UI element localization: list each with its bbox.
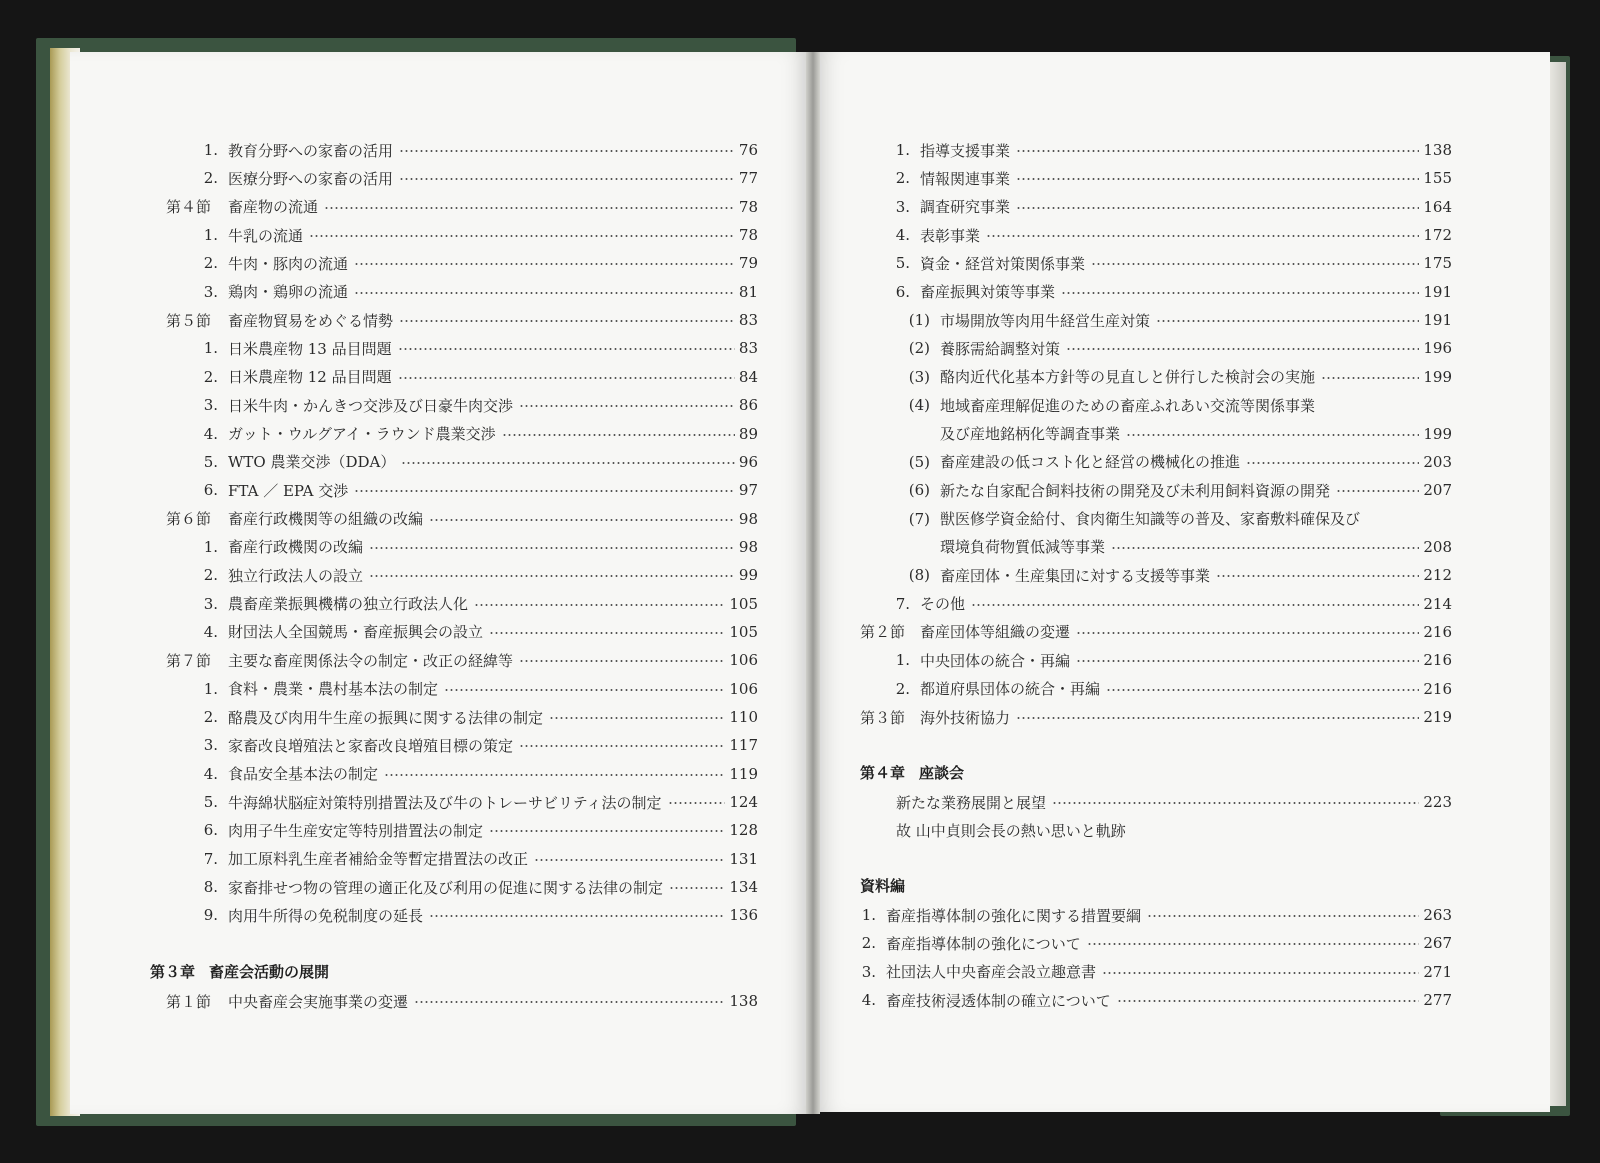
toc-entry-title: 牛海綿状脳症対策特別措置法及び牛のトレーサビリティ法の制定 (228, 793, 662, 812)
toc-entry-title: 教育分野への家畜の活用 (228, 141, 394, 160)
dot-leader (489, 632, 725, 634)
dot-leader (502, 434, 735, 436)
toc-entry-number: 3. (895, 197, 910, 216)
toc-page-number: 119 (729, 764, 758, 783)
toc-entry (900, 451, 1452, 473)
toc-entry (900, 337, 1452, 359)
dot-leader (399, 320, 735, 322)
toc-entry-title: 牛肉・豚肉の流通 (228, 254, 349, 273)
toc-entry-number: 4. (203, 764, 218, 783)
toc-page-number: 110 (729, 708, 758, 726)
dot-leader (1321, 377, 1419, 379)
appendix-title: 資料編 (860, 877, 906, 895)
toc-entry (880, 139, 1452, 161)
toc-entry (900, 479, 1452, 501)
toc-page-number: 106 (729, 679, 758, 698)
toc-entry-number: 7. (895, 594, 910, 613)
chapter-4-label: 第４章 (860, 764, 906, 782)
toc-entry-title: 財団法人全国競馬・畜産振興会の設立 (228, 623, 484, 642)
dot-leader (1066, 348, 1419, 350)
dot-leader (1016, 207, 1419, 209)
toc-entry (880, 281, 1452, 303)
toc-entry-title: 調査研究事業 (920, 198, 1011, 217)
dot-leader (1016, 717, 1419, 719)
toc-entry (190, 451, 758, 473)
toc-entry-title: 都道府県団体の統合・再編 (920, 680, 1101, 699)
toc-entry-number: 4. (203, 622, 218, 641)
toc-entry-number: 2. (203, 254, 218, 273)
toc-entry (190, 621, 758, 643)
dot-leader (1126, 434, 1419, 436)
toc-page-number: 191 (1423, 282, 1452, 301)
toc-page-number: 263 (1423, 906, 1452, 924)
toc-page-number: 212 (1423, 566, 1452, 585)
toc-section-entry (166, 309, 758, 331)
toc-entry-title: 畜産技術浸透体制の確立について (886, 991, 1111, 1010)
toc-page-number: 105 (729, 622, 758, 641)
toc-entry (880, 423, 1452, 445)
toc-page-number: 219 (1423, 708, 1452, 726)
dot-leader (489, 830, 725, 832)
toc-entry-title: 畜産建設の低コスト化と経営の機械化の推進 (940, 453, 1241, 472)
toc-entry-number: 第１節 (166, 992, 212, 1011)
toc-entry-number: 1. (895, 141, 910, 159)
toc-entry-number: 8. (203, 878, 218, 897)
toc-entry-number: 6. (203, 821, 218, 840)
dot-leader (1076, 660, 1419, 662)
dot-leader (414, 1001, 725, 1003)
toc-entry-title: 酪農及び肉用牛生産の振興に関する法律の制定 (228, 708, 544, 727)
toc-entry-number: 3. (203, 594, 218, 613)
dot-leader (398, 348, 735, 350)
toc-entry-number: 第２節 (860, 623, 906, 642)
toc-entry (900, 394, 1452, 416)
toc-section-entry (860, 621, 1452, 643)
toc-entry-title: 食料・農業・農村基本法の制定 (228, 680, 439, 699)
toc-entry-number: 1. (203, 339, 218, 358)
toc-entry (190, 394, 758, 416)
dot-leader (668, 802, 726, 804)
toc-entry-number: 6. (895, 282, 910, 301)
toc-entry (880, 649, 1452, 671)
dot-leader (399, 150, 735, 152)
toc-entry-title: 畜産物貿易をめぐる情勢 (228, 311, 394, 330)
toc-entry-title: 養豚需給調整対策 (940, 339, 1061, 358)
toc-entry-number: (3) (908, 367, 930, 386)
toc-entry-title: 情報関連事業 (920, 169, 1011, 188)
dot-leader (474, 604, 725, 606)
toc-entry-number: 3. (203, 282, 218, 301)
toc-entry (880, 819, 1452, 841)
toc-entry (880, 593, 1452, 615)
dot-leader (1336, 490, 1419, 492)
toc-entry (846, 989, 1452, 1011)
toc-entry-title: 表彰事業 (920, 226, 981, 245)
toc-page-number: 86 (738, 396, 758, 415)
appendix-heading (860, 875, 905, 897)
toc-entry (900, 564, 1452, 586)
toc-entry-number: 第６節 (166, 510, 212, 529)
toc-entry-title: 市場開放等肉用牛経営生産対策 (940, 311, 1151, 330)
toc-entry-number: 1. (895, 651, 910, 670)
dot-leader (519, 745, 725, 747)
toc-entry-number: 2. (203, 566, 218, 585)
toc-page-number: 84 (738, 367, 758, 386)
toc-section-entry (166, 196, 758, 218)
toc-entry (190, 536, 758, 558)
toc-entry-number: 第５節 (166, 311, 212, 330)
toc-entry-number: 第４節 (166, 198, 212, 217)
toc-entry-title: 加工原料乳生産者補給金等暫定措置法の改正 (228, 850, 529, 869)
toc-entry-number: 3. (203, 396, 218, 415)
toc-entry-title: 畜産行政機関の改編 (228, 538, 364, 557)
toc-page-number: 98 (738, 537, 758, 556)
dot-leader (1106, 689, 1419, 691)
toc-entry-number: 1. (861, 906, 876, 924)
toc-entry-title: 故 山中貞則会長の熱い思いと軌跡 (896, 821, 1126, 840)
toc-entry-title: 食品安全基本法の制定 (228, 765, 379, 784)
toc-entry-number: 4. (895, 226, 910, 245)
dot-leader (429, 915, 725, 917)
dot-leader (369, 575, 735, 577)
dot-leader (384, 774, 725, 776)
toc-entry (190, 904, 758, 926)
dot-leader (971, 604, 1419, 606)
chapter-3-heading (150, 961, 329, 983)
toc-page-number: 208 (1423, 537, 1452, 556)
dot-leader (1147, 915, 1419, 917)
toc-page-number: 138 (1423, 141, 1452, 159)
toc-entry-number: 2. (203, 169, 218, 188)
dot-leader (1076, 632, 1419, 634)
dot-leader (1091, 263, 1419, 265)
dot-leader (1246, 462, 1419, 464)
toc-entry-number: 5. (203, 452, 218, 471)
toc-page-number: 203 (1423, 452, 1452, 471)
toc-page-number: 164 (1423, 197, 1452, 216)
toc-entry-number: 7. (203, 849, 218, 868)
toc-entry-title: 畜産物の流通 (228, 198, 319, 217)
toc-page-number: 207 (1423, 481, 1452, 500)
toc-page-number: 76 (738, 141, 758, 159)
toc-entry-title: 中央畜産会実施事業の変遷 (228, 992, 409, 1011)
toc-entry-title: 鶏肉・鶏卵の流通 (228, 283, 349, 302)
toc-page-number: 172 (1423, 226, 1452, 245)
toc-entry-number: 6. (203, 481, 218, 500)
toc-entry-title: ガット・ウルグアイ・ラウンド農業交渉 (228, 425, 496, 443)
toc-page-number: 77 (738, 169, 758, 188)
dot-leader (549, 717, 725, 719)
toc-entry-title: 主要な畜産関係法令の制定・改正の経緯等 (228, 651, 514, 670)
toc-entry (190, 791, 758, 813)
toc-entry-number: (5) (908, 452, 930, 471)
dot-leader (1061, 292, 1419, 294)
toc-entry-title: 海外技術協力 (920, 708, 1011, 727)
toc-entry (846, 904, 1452, 926)
chapter-4-heading (860, 762, 964, 784)
toc-entry-title: 日米牛肉・かんきつ交渉及び日豪牛肉交渉 (228, 396, 514, 415)
toc-page-number: 175 (1423, 254, 1452, 273)
toc-section-entry (860, 706, 1452, 728)
toc-page-number: 191 (1423, 311, 1452, 330)
toc-page-number: 128 (729, 821, 758, 840)
toc-entry-title: その他 (920, 595, 966, 614)
toc-entry-title: 獣医修学資金給付、食肉衛生知識等の普及、家畜敷料確保及び (940, 510, 1361, 529)
toc-entry (190, 763, 758, 785)
dot-leader (398, 377, 735, 379)
dot-leader (534, 859, 725, 861)
toc-page-number: 106 (729, 651, 758, 670)
toc-entry-number: 1. (203, 679, 218, 698)
dot-leader (369, 547, 735, 549)
toc-entry-title: 日米農産物 12 品目問題 (228, 368, 392, 387)
toc-entry (880, 167, 1452, 189)
toc-page-number: 267 (1423, 934, 1452, 953)
toc-page-number: 98 (738, 509, 758, 528)
toc-entry-number: (4) (908, 396, 930, 415)
toc-entry (190, 224, 758, 246)
toc-entry-number: 第３節 (860, 708, 906, 727)
toc-entry (846, 961, 1452, 983)
toc-entry-title: 畜産行政機関等の組織の改編 (228, 510, 424, 529)
dot-leader (429, 519, 735, 521)
toc-entry-title: FTA ／ EPA 交渉 (228, 481, 349, 500)
toc-entry-title: 独立行政法人の設立 (228, 566, 364, 585)
toc-entry-number: 2. (203, 708, 218, 726)
toc-page-number: 138 (729, 992, 758, 1010)
toc-entry (190, 819, 758, 841)
toc-entry-number: 5. (895, 254, 910, 273)
toc-entry (880, 791, 1452, 813)
toc-entry-title: 家畜排せつ物の管理の適正化及び利用の促進に関する法律の制定 (228, 878, 664, 897)
toc-page-number: 99 (738, 566, 758, 585)
toc-page-number: 196 (1423, 339, 1452, 358)
toc-page-number: 78 (738, 197, 758, 216)
toc-entry-number: (1) (908, 311, 930, 330)
toc-entry-title: 畜産指導体制の強化に関する措置要綱 (886, 906, 1142, 925)
toc-page-number: 105 (729, 594, 758, 613)
toc-entry (880, 252, 1452, 274)
toc-entry (190, 252, 758, 274)
toc-section-entry (166, 990, 758, 1012)
toc-entry-title: 社団法人中央畜産会設立趣意書 (886, 963, 1097, 982)
dot-leader (1016, 150, 1419, 152)
toc-page-number: 155 (1423, 169, 1452, 188)
toc-entry (190, 706, 758, 728)
toc-entry (190, 848, 758, 870)
toc-entry (880, 536, 1452, 558)
chapter-3-label: 第３章 (150, 963, 196, 981)
toc-entry (190, 337, 758, 359)
toc-entry-title: 新たな自家配合飼料技術の開発及び未利用飼料資源の開発 (940, 481, 1331, 500)
dot-leader (1216, 575, 1419, 577)
toc-entry-title: 農畜産業振興機構の独立行政法人化 (228, 595, 469, 614)
toc-entry-number: (7) (908, 509, 930, 528)
toc-page-number: 79 (738, 254, 758, 273)
toc-entry (900, 366, 1452, 388)
book-gutter (806, 52, 820, 1114)
toc-entry-title: 地域畜産理解促進のための畜産ふれあい交流等関係事業 (940, 396, 1316, 415)
toc-entry-title: 指導支援事業 (920, 141, 1011, 160)
toc-page-number: 277 (1423, 991, 1452, 1010)
toc-page-number: 117 (729, 736, 758, 755)
toc-entry-number: 2. (895, 679, 910, 698)
chapter-3-title: 畜産会活動の展開 (209, 963, 330, 981)
toc-entry-title: 畜産振興対策等事業 (920, 283, 1056, 302)
toc-entry-title: 肉用子牛生産安定等特別措置法の制定 (228, 821, 484, 840)
toc-page-number: 134 (729, 878, 758, 897)
toc-entry-title: 家畜改良増殖法と家畜改良増殖目標の策定 (228, 736, 514, 755)
toc-entry-title: 畜産指導体制の強化について (886, 934, 1081, 953)
toc-entry-number: 4. (861, 991, 876, 1010)
toc-page-number: 89 (738, 424, 758, 443)
toc-page-number: 83 (738, 339, 758, 358)
toc-entry-number: 3. (861, 962, 876, 981)
toc-page-number: 199 (1423, 424, 1452, 443)
toc-entry-title: 中央団体の統合・再編 (920, 651, 1071, 670)
toc-entry-title: 及び産地銘柄化等調査事業 (940, 425, 1121, 443)
toc-entry-title: 環境負荷物質低減等事業 (940, 538, 1106, 557)
toc-entry-number: 5. (203, 793, 218, 812)
toc-section-entry (166, 649, 758, 671)
toc-entry (900, 508, 1452, 530)
dot-leader (354, 490, 735, 492)
toc-entry (190, 564, 758, 586)
toc-page-number: 199 (1423, 367, 1452, 386)
toc-entry-number: (2) (908, 339, 930, 358)
toc-page-number: 96 (738, 452, 758, 471)
toc-entry-number: 1. (203, 141, 218, 159)
page-edges-right (1550, 62, 1566, 1106)
toc-entry (190, 281, 758, 303)
toc-entry (190, 876, 758, 898)
dot-leader (669, 887, 725, 889)
toc-page-number: 124 (729, 793, 758, 812)
toc-entry (190, 167, 758, 189)
dot-leader (1016, 178, 1419, 180)
toc-page-number: 136 (729, 906, 758, 925)
toc-entry (190, 366, 758, 388)
toc-entry (900, 309, 1452, 331)
dot-leader (1087, 943, 1420, 945)
toc-entry-number: (8) (908, 566, 930, 585)
dot-leader (309, 235, 735, 237)
dot-leader (1052, 802, 1419, 804)
dot-leader (519, 405, 735, 407)
toc-entry-number: 3. (203, 736, 218, 755)
toc-page-number: 97 (738, 481, 758, 500)
toc-entry (846, 932, 1452, 954)
dot-leader (354, 292, 735, 294)
toc-entry (190, 479, 758, 501)
dot-leader (1156, 320, 1419, 322)
toc-page-number: 214 (1423, 594, 1452, 613)
toc-entry-title: 日米農産物 13 品目問題 (228, 339, 392, 358)
toc-entry-number: 4. (203, 424, 218, 443)
toc-entry-title: 資金・経営対策関係事業 (920, 254, 1086, 273)
dot-leader (1111, 547, 1419, 549)
toc-entry (190, 593, 758, 615)
toc-entry-number: 1. (203, 226, 218, 245)
toc-entry-number: (6) (908, 481, 930, 500)
toc-entry (880, 224, 1452, 246)
chapter-4-title: 座談会 (919, 764, 965, 782)
dot-leader (986, 235, 1419, 237)
toc-entry-title: 畜産団体等組織の変遷 (920, 623, 1071, 642)
toc-entry (190, 734, 758, 756)
toc-entry-number: 9. (203, 906, 218, 925)
toc-entry (190, 678, 758, 700)
dot-leader (1102, 972, 1419, 974)
toc-entry-title: 牛乳の流通 (228, 226, 304, 245)
toc-entry-title: 肉用牛所得の免税制度の延長 (228, 906, 424, 925)
toc-page-number: 83 (738, 311, 758, 330)
toc-entry-number: 第７節 (166, 651, 212, 670)
toc-page-number: 131 (729, 849, 758, 868)
dot-leader (399, 178, 735, 180)
dot-leader (1117, 1000, 1420, 1002)
toc-entry (880, 678, 1452, 700)
toc-page-number: 216 (1423, 651, 1452, 670)
toc-entry (880, 196, 1452, 218)
dot-leader (519, 660, 725, 662)
toc-entry-number: 2. (861, 934, 876, 953)
toc-page-number: 78 (738, 226, 758, 245)
toc-entry-title: 酪肉近代化基本方針等の見直しと併行した検討会の実施 (940, 368, 1316, 387)
toc-section-entry (166, 508, 758, 530)
toc-entry-title: WTO 農業交渉（DDA） (228, 453, 396, 472)
toc-page-number: 216 (1423, 622, 1452, 641)
toc-entry-number: 1. (203, 537, 218, 556)
toc-page-number: 271 (1423, 962, 1452, 981)
toc-page-number: 223 (1423, 793, 1452, 811)
toc-entry-number: 2. (203, 367, 218, 386)
toc-page-number: 216 (1423, 679, 1452, 698)
toc-entry-title: 畜産団体・生産集団に対する支援等事業 (940, 566, 1211, 585)
toc-entry (190, 423, 758, 445)
dot-leader (324, 207, 735, 209)
dot-leader (444, 689, 725, 691)
dot-leader (401, 462, 735, 464)
toc-entry-title: 新たな業務展開と展望 (896, 793, 1047, 812)
toc-entry (190, 139, 758, 161)
toc-page-number: 81 (738, 282, 758, 301)
dot-leader (354, 263, 735, 265)
toc-entry-number: 2. (895, 169, 910, 188)
toc-entry-title: 医療分野への家畜の活用 (228, 169, 394, 188)
